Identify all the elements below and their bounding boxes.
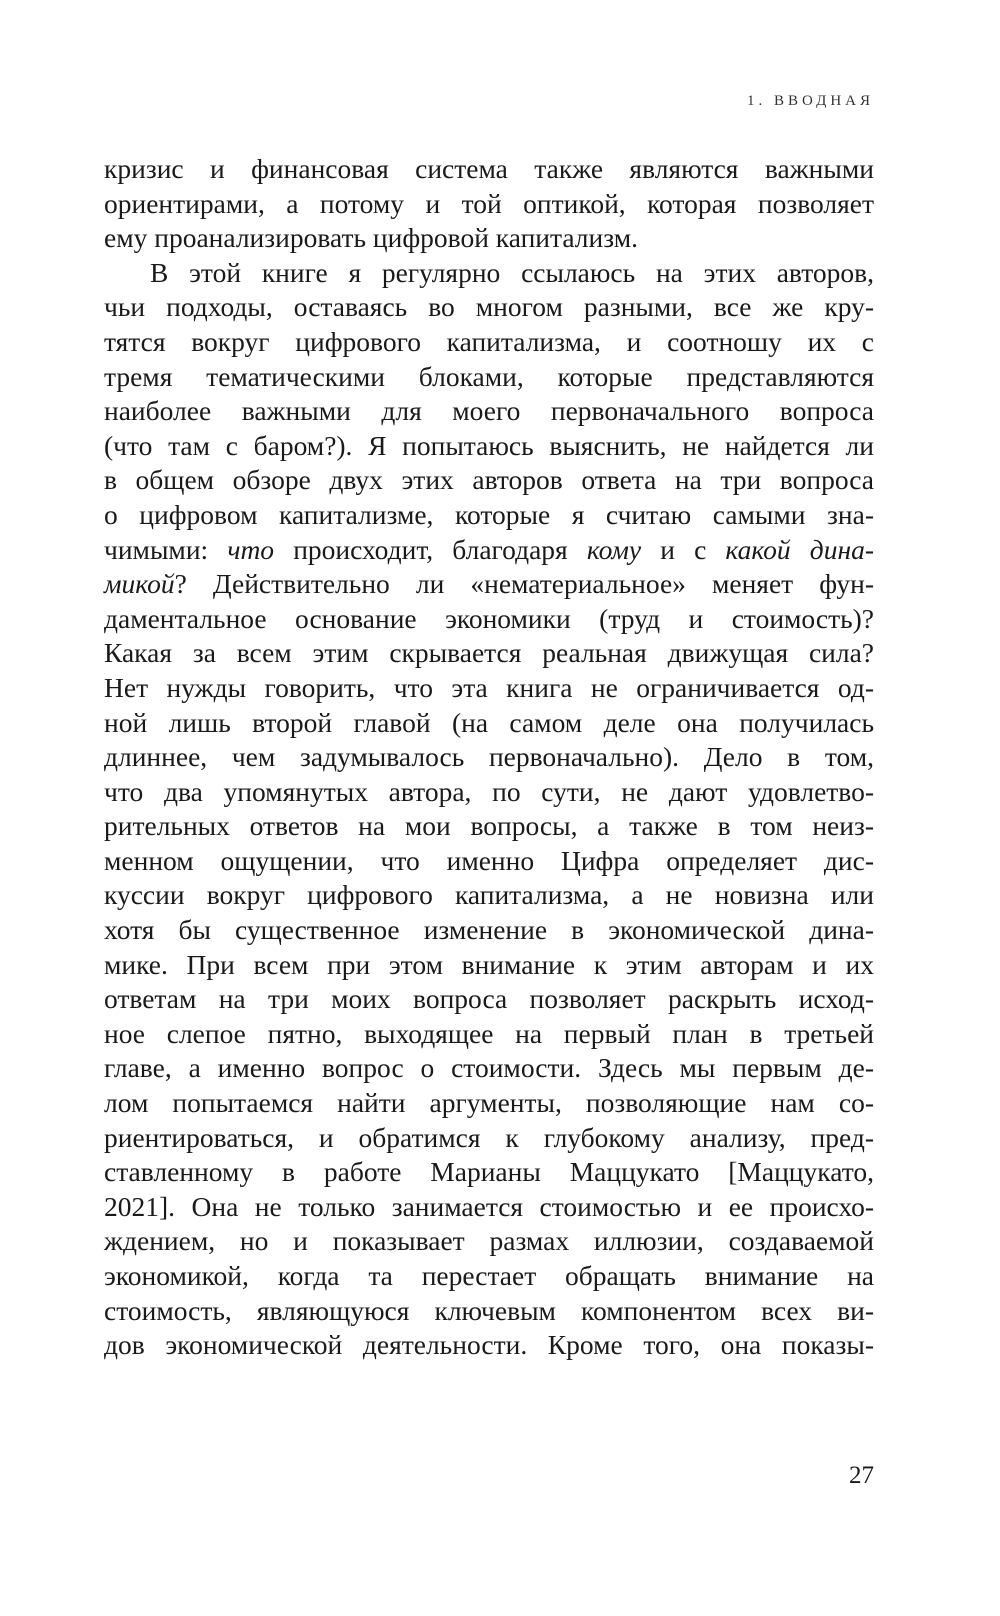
text-line: рительных ответов на мои вопросы, а также в том неиз-: [104, 810, 874, 842]
text-line: ной лишь второй главой (на самом деле она получилась: [104, 706, 874, 738]
text-line: тремя тематическими блоками, которые представляются: [104, 360, 874, 392]
text-line: ждением, но и показывает размах иллюзии, создаваемой: [104, 1225, 874, 1257]
text-line: Нет нужды говорить, что эта книга не ограничивается од-: [104, 671, 874, 703]
text-line: В этой книге я регулярно ссылаюсь на этих авторов,: [150, 256, 874, 288]
text-line: [104, 533, 874, 568]
italic-segment: какой дина-: [725, 533, 874, 565]
text-line: что два упомянутых автора, по сути, не дают удовлетво-: [104, 775, 874, 807]
text-line: мике. При всем при этом внимание к этим авторам и их: [104, 948, 874, 980]
text-line: ставленному в работе Марианы Маццукато [Маццукато,: [104, 1156, 874, 1188]
text-line: экономикой, когда та перестает обращать внимание на: [104, 1260, 874, 1291]
text-line: в общем обзоре двух этих авторов ответа на три вопроса: [104, 464, 874, 496]
text-line: кризис и финансовая система также являются важными: [104, 153, 874, 184]
text-line: [104, 567, 874, 602]
text-line: наиболее важными для моего первоначального вопроса: [104, 395, 874, 427]
running-header: 1. ВВОДНАЯ: [747, 93, 874, 109]
text-line: тятся вокруг цифрового капитализма, и соотношу их с: [104, 325, 874, 357]
text-line: даментальное основание экономики (труд и стоимость)?: [104, 602, 874, 634]
text-segment: чимыми:: [104, 533, 228, 565]
text-line: чьи подходы, оставаясь во многом разными, все же кру-: [104, 291, 874, 323]
text-line: (что там с баром?). Я попытаюсь выяснить, не найдется ли: [104, 429, 874, 461]
text-line: длиннее, чем задумывалось первоначально). Дело в том,: [104, 741, 874, 773]
text-line: стоимость, являющуюся ключевым компонентом всех ви-: [104, 1294, 874, 1326]
text-line: дов экономической деятельности. Кроме того, она показы-: [104, 1329, 874, 1361]
text-line: Какая за всем этим скрывается реальная движущая сила?: [104, 637, 874, 669]
text-line: ответам на три моих вопроса позволяет раскрыть исход-: [104, 983, 874, 1015]
text-segment: происходит, благодаря: [274, 533, 587, 565]
italic-segment: кому: [586, 533, 642, 565]
text-segment: ? Действительно ли «нематериальное» меняет фун-: [174, 568, 874, 600]
text-line: лом попытаемся найти аргументы, позволяющие нам со-: [104, 1087, 874, 1119]
text-line: куссии вокруг цифрового капитализма, а не новизна или: [104, 879, 874, 911]
text-line: хотя бы существенное изменение в экономической дина-: [104, 914, 874, 946]
text-line: риентироваться, и обратимся к глубокому анализу, пред-: [104, 1121, 874, 1153]
text-line: ное слепое пятно, выходящее на первый план в третьей: [104, 1017, 874, 1049]
body-text: [104, 152, 874, 1363]
text-line: главе, а именно вопрос о стоимости. Здесь мы первым де-: [104, 1052, 874, 1084]
page-number: 27: [849, 1462, 874, 1489]
italic-segment: что: [227, 533, 275, 565]
text-line: ориентирами, а потому и той оптикой, которая позволяет: [104, 187, 874, 219]
text-line: ему проанализировать цифровой капитализм.: [104, 222, 638, 254]
text-line: 2021]. Она не только занимается стоимостью и ее происхо-: [104, 1190, 874, 1222]
italic-segment: микой: [104, 568, 175, 600]
text-line: менном ощущении, что именно Цифра определяет дис-: [104, 844, 874, 876]
text-line: о цифровом капитализме, которые я считаю самыми зна-: [104, 498, 874, 530]
text-segment: и с: [641, 533, 726, 565]
